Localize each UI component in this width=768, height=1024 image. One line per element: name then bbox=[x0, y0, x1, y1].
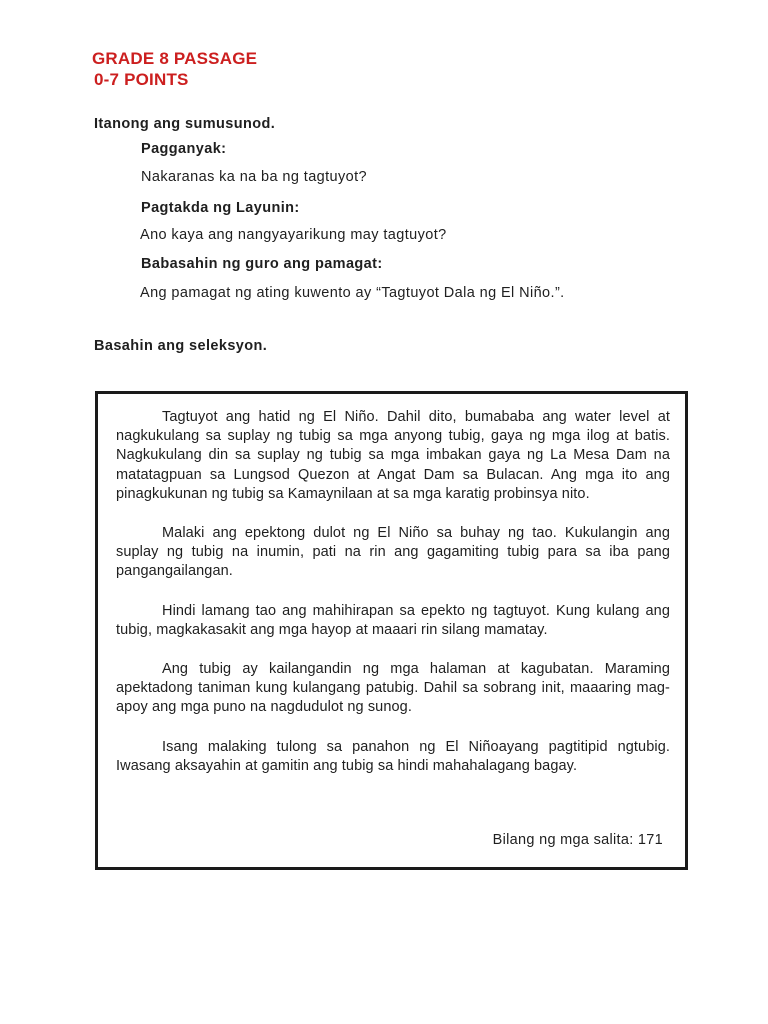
motivation-label: Pagganyak: bbox=[141, 141, 227, 157]
title-reading-label: Babasahin ng guro ang pamagat: bbox=[141, 256, 383, 272]
passage-paragraph-2: Malaki ang epektong dulot ng El Niño sa buhay ng tao. Kukulangin ang suplay ng tubig na inumin, pati na rin ang gagamiting tubig para sa iba pang pangangailangan. bbox=[116, 525, 670, 580]
grade-heading: GRADE 8 PASSAGE bbox=[92, 49, 258, 68]
passage-paragraph-3: Hindi lamang tao ang mahihirapan sa epekto ng tagtuyot. Kung kulang ang tubig, magkakasakit ang mga hayop at maaari rin silang mamatay. bbox=[116, 602, 670, 638]
goal-question: Ano kaya ang nangyayarikung may tagtuyot? bbox=[140, 227, 447, 243]
passage-paragraph-5: Isang malaking tulong sa panahon ng El Niñoayang pagtitipid ngtubig. Iwasang aksayahin at gamitin ang tubig sa hindi mahahalagang bagay. bbox=[116, 738, 670, 774]
ask-instruction: Itanong ang sumusunod. bbox=[94, 116, 276, 132]
passage-box bbox=[95, 391, 688, 870]
points-heading: 0-7 POINTS bbox=[94, 70, 189, 89]
goal-label: Pagtakda ng Layunin: bbox=[141, 200, 300, 216]
passage-body bbox=[116, 408, 670, 776]
passage-paragraph-1: Tagtuyot ang hatid ng El Niño. Dahil dito, bumababa ang water level at nagkukulang sa suplay ng tubig sa mga anyong tubig, gaya ng mga ilog at batis. Nagkukulang din sa suplay ng tubig sa mga imbakan gaya ng La Mesa Dam na matatagpuan sa Lungsod Quezon at Angat Dam sa Bulacan. Ang mga ito ang pinagkukunan ng tubig sa Kamaynilaan at sa mga karatig probinsya nito. bbox=[116, 409, 670, 502]
word-count: Bilang ng mga salita: 171 bbox=[492, 832, 663, 848]
title-reading-text: Ang pamagat ng ating kuwento ay “Tagtuyot Dala ng El Niño.”. bbox=[140, 285, 565, 301]
passage-paragraph-4: Ang tubig ay kailangandin ng mga halaman at kagubatan. Maraming apektadong taniman kung kulangang patubig. Dahil sa sobrang init, maaaring mag-apoy ang mga puno na nagdudulot ng sunog. bbox=[116, 661, 670, 716]
motivation-question: Nakaranas ka na ba ng tagtuyot? bbox=[141, 169, 368, 185]
read-selection-instruction: Basahin ang seleksyon. bbox=[94, 338, 268, 354]
